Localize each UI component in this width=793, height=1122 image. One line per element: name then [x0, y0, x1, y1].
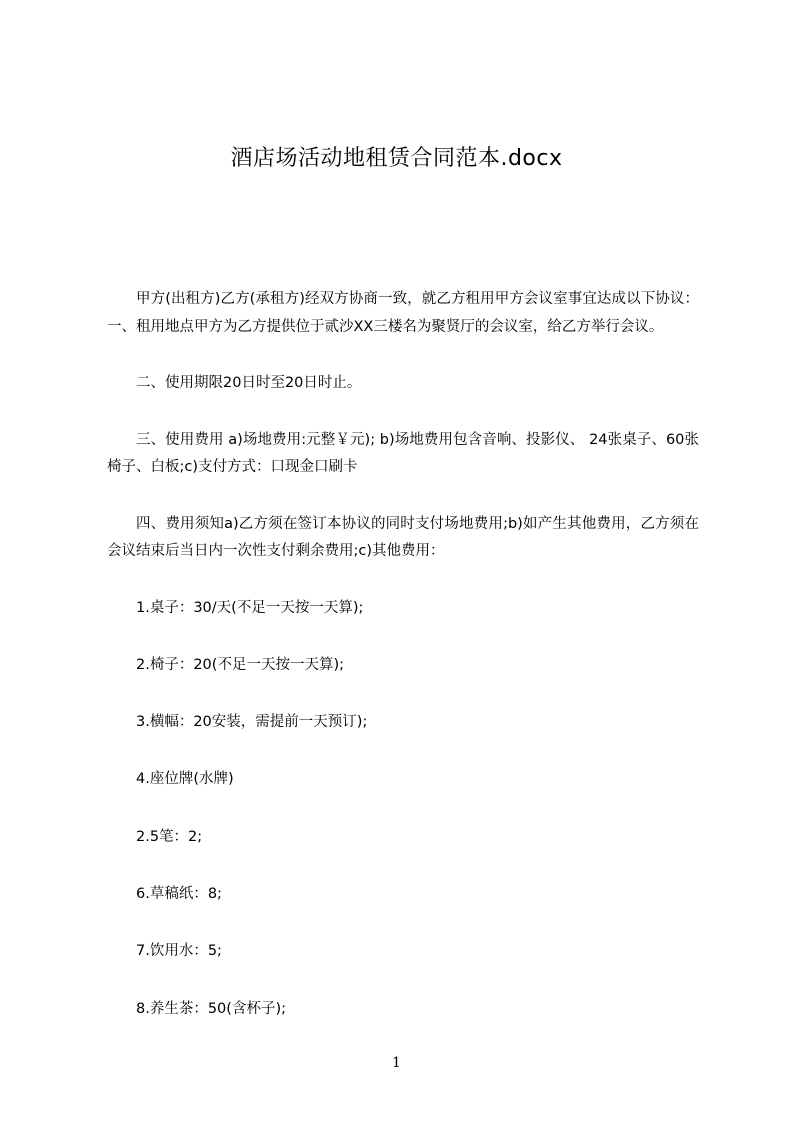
list-item: 2.椅子：20(不足一天按一天算);	[136, 656, 344, 673]
list-item: 6.草稿纸：8;	[136, 885, 222, 902]
list-item: 8.养生茶：50(含杯子);	[136, 1000, 286, 1017]
page-number: 1	[392, 1055, 401, 1071]
list-item: 4.座位牌(水牌)	[136, 771, 234, 788]
paragraph-fee-notes: 四、费用须知a)乙方须在签订本协议的同时支付场地费用;b)如产生其他费用，乙方须在会议结束后当日内一次性支付剩余费用;c)其他费用：	[107, 515, 699, 559]
paragraph-fees: 三、使用费用 a)场地费用:元整￥元); b)场地费用包含音响、投影仪、 24张桌子、60张椅子、白板;c)支付方式：口现金口刷卡	[107, 431, 699, 475]
paragraph-intro: 甲方(出租方)乙方(承租方)经双方协商一致，就乙方租用甲方会议室事宜达成以下协议：一、租用地点甲方为乙方提供位于贰沙XX三楼名为聚贤厅的会议室，给乙方举行会议。	[107, 291, 699, 335]
list-item: 7.饮用水：5;	[136, 943, 222, 960]
list-item: 2.5笔：2;	[136, 828, 203, 845]
paragraph-period: 二、使用期限20日时至20日时止。	[136, 375, 362, 391]
document-title: 酒店场活动地租赁合同范本.docx	[230, 146, 563, 171]
list-item: 1.桌子：30/天(不足一天按一天算);	[136, 599, 364, 616]
document-body	[107, 286, 699, 1053]
list-item: 3.横幅：20安装，需提前一天预订);	[136, 714, 368, 731]
